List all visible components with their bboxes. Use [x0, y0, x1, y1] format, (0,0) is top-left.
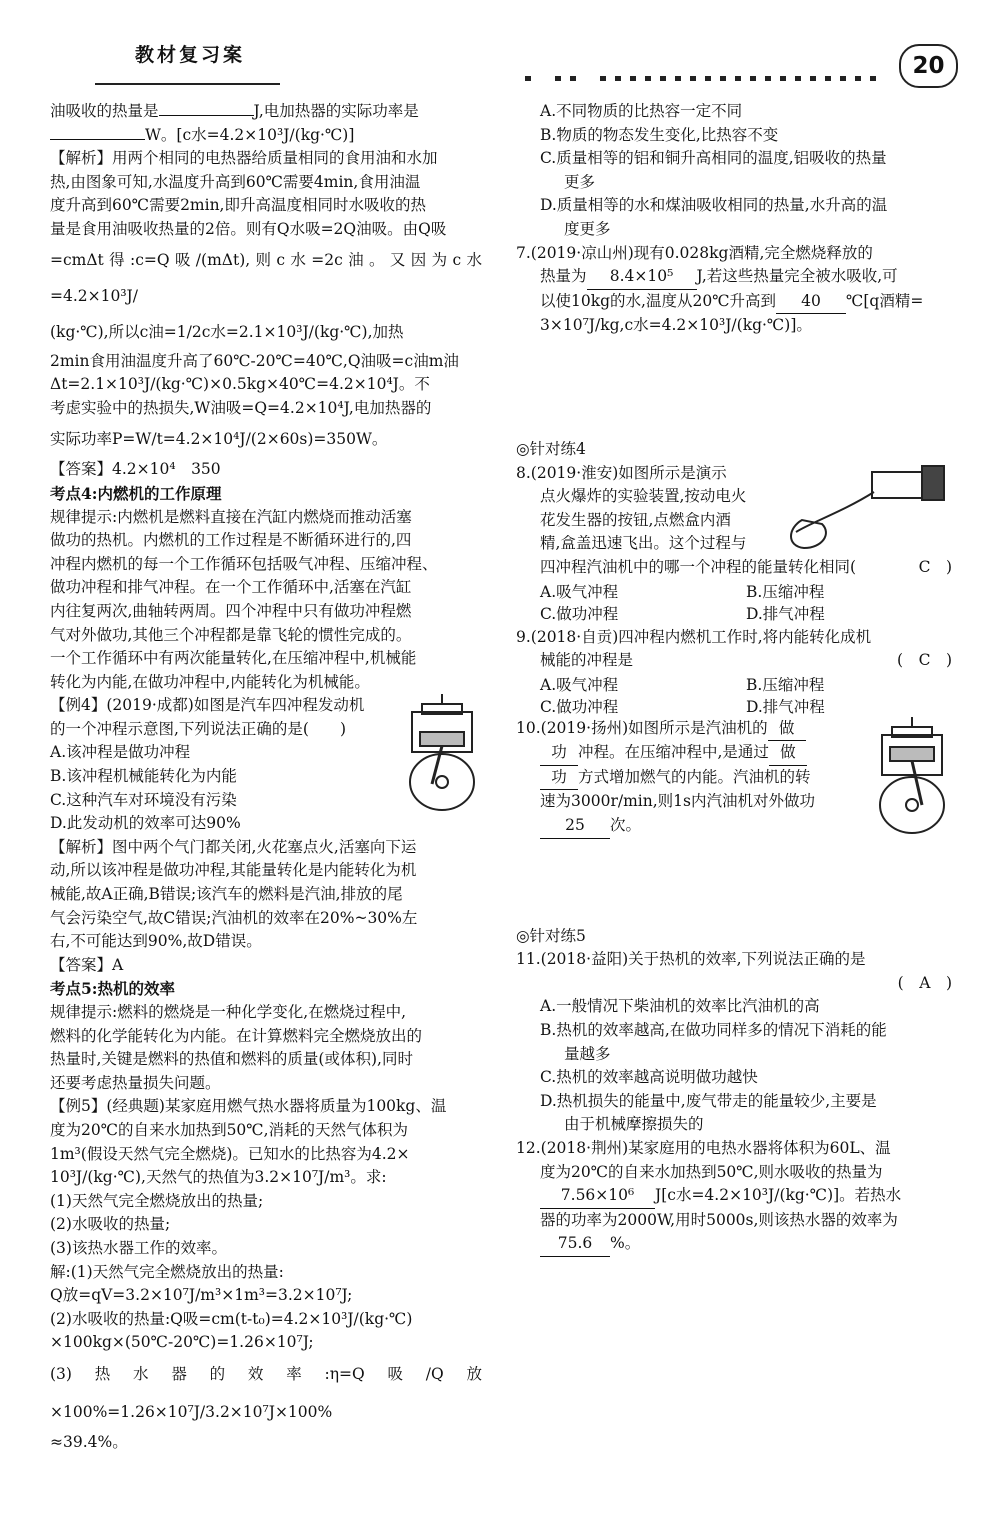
- q-tail-line1: 油吸收的热量是 J,电加热器的实际功率是: [50, 102, 419, 120]
- question-11: 11.(2018·益阳)关于热机的效率,下列说法正确的是 ( A ) A.一般情况下柴油机的效率比汽油机的高 B.热机的效率越高,在做功同样多的情况下消耗的能 量越多 C.热机的效率越高说明做功越快 D.热机损失的能量中,废气带走的能量较少,主要是 由于机械摩擦损失的: [516, 950, 952, 1134]
- question-8: 8.(2019·淮安)如图所示是演示 点火爆炸的实验装置,按动电火 花发生器的按钮,点燃盒内酒 精,盒盖迅速飞出。这个过程与 四冲程汽油机中的哪一个冲程的能量转化相同( C ) A.吸气冲程 B.压缩冲程 C.做功冲程 D.排气冲程: [516, 463, 952, 623]
- q10-answer-2b: 功: [540, 766, 578, 791]
- q7-answer-2: 40: [776, 290, 846, 315]
- guilv-5: 规律提示:燃料的燃烧是一种化学变化,在燃烧过程中, 燃料的化学能转化为内能。在计算燃料完全燃烧放出的 热量时,关键是燃料的热值和燃料的质量(或体积),同时 还要考虑热量损失问题。: [50, 1003, 423, 1092]
- header-rule: [95, 83, 280, 85]
- example-5: 【例5】(经典题)某家庭用燃气热水器将质量为100kg、温 度为20℃的自来水加热到50℃,消耗的天然气体积为 1m³(假设天然气完全燃烧)。已知水的比热容为4.2× 10³J/(kg·℃),天然气的热值为3.2×10⁷J/m³。求: (1)天然气完全燃烧放出的热量; (2)水吸收的热量; (3)该热水器工作的效率。: [50, 1097, 447, 1257]
- engine-figure: [402, 694, 482, 812]
- question-10: 10.(2019·扬州)如图所示是汽油机的 做 功 冲程。在压缩冲程中,是通过 做 功 方式增加燃气的内能。汽油机的转 速为3000r/min,则1s内汽油机对外做功 25 次。: [516, 717, 952, 839]
- ignition-device-figure: [782, 462, 952, 554]
- q9-answer: C: [918, 651, 931, 670]
- page-number: 20: [899, 44, 958, 88]
- q9-options: A.吸气冲程 B.压缩冲程: [540, 675, 825, 694]
- q8-answer: C: [918, 557, 931, 576]
- section-kaodian-5: 考点5:热机的效率: [50, 979, 176, 999]
- q10-answer-3: 25: [540, 814, 610, 839]
- right-column: [516, 100, 952, 1257]
- question-12: 12.(2018·荆州)某家庭用的电热水器将体积为60L、温 度为20℃的自来水加热到50℃,则水吸收的热量为 7.56×10⁶ J[c水=4.2×10³J/(kg·℃)]。若热水 器的功率为2000W,用时5000s,则该热水器的效率为 75.6 %。: [516, 1137, 952, 1257]
- question-7: 7.(2019·凉山州)现有0.028kg酒精,完全燃烧释放的 热量为 8.4×10⁵ J,若这些热量完全被水吸收,可 以使10kg的水,温度从20℃升高到 40 ℃[q酒精= 3×10⁷J/kg,c水=4.2×10³J/(kg·℃)]。: [516, 243, 924, 335]
- solution-5: 解:(1)天然气完全燃烧放出的热量: Q放=qV=3.2×10⁷J/m³×1m³=3.2×10⁷J; (2)水吸收的热量:Q吸=cm(t-t₀)=4.2×10³J/(kg·℃) ×100kg×(50℃-20℃)=1.26×10⁷J; (3)热水器的效率:η=Q吸/Q放×100%=1.26×10⁷J/3.2×10⁷J×100% ≈39.4%。: [50, 1262, 482, 1451]
- guilv-4: 规律提示:内燃机是燃料直接在汽缸内燃烧而推动活塞 做功的热机。内燃机的工作过程是不断循环进行的,四 冲程内燃机的每一个工作循环包括吸气冲程、压缩冲程、 做功冲程和排气冲程。在一个工作循环中,活塞在汽缸 内往复两次,曲轴转两周。四个冲程中只有做功冲程燃 气对外做功,其他三个冲程都是靠飞轮的惯性完成的。 一个工作循环中有两次能量转化,在压缩冲程中,机械能 转化为内能,在做功冲程中,内能转化为机械能。: [50, 507, 438, 691]
- q12-answer-2: 75.6: [540, 1232, 610, 1257]
- question-9: 9.(2018·自贡)四冲程内燃机工作时,将内能转化成机 械能的冲程是 ( C ) A.吸气冲程 B.压缩冲程 C.做功冲程 D.排气冲程: [516, 627, 952, 716]
- q10-answer-1: 做: [768, 717, 806, 742]
- spacer-2: [516, 839, 952, 925]
- drill-4-title: ◎针对练4: [516, 439, 586, 458]
- q8-options: A.吸气冲程 B.压缩冲程: [540, 582, 825, 601]
- spacer: [516, 338, 952, 438]
- q-tail-line2: W。[c水=4.2×10³J/(kg·℃)]: [50, 124, 482, 148]
- section-kaodian-4: 考点4:内燃机的工作原理: [50, 483, 222, 503]
- header-title: 教材复习案: [135, 44, 246, 66]
- jiexi-1: 【解析】用两个相同的电热器给质量相同的食用油和水加 热,由图象可知,水温度升高到60℃需要4min,食用油温 度升高到60℃需要2min,即升高温度相同时水吸收的热 量是食用油吸收热量的2倍。则有Q水吸=2Q油吸。由Q吸 =cmΔt得:c=Q吸/(mΔt),则c水=2c油。又因为c水=4.2×10³J/ (kg·℃),所以c油=1/2c水=2.1×10³J/(kg·℃),加热 2min食用油温度升高了60℃-20℃=40℃,Q油吸=c油m油 Δt=2.1×10³J/(kg·℃)×0.5kg×40℃=4.2×10⁴J。不 考虑实验中的热损失,W油吸=Q=4.2×10⁴J,电加热器的 实际功率P=W/t=4.2×10⁴J/(2×60s)=350W。: [50, 149, 482, 449]
- example-4: 【例4】(2019·成都)如图是汽车四冲程发动机 的一个冲程示意图,下列说法正确的是( ) A.该冲程是做功冲程 B.该冲程机械能转化为内能 C.这种汽车对环境没有污染 D.此发动机的效率可达90%: [50, 694, 482, 836]
- answer-1: 【答案】4.2×10⁴ 350: [50, 460, 221, 479]
- answer-4: 【答案】A: [50, 955, 124, 974]
- jiexi-4: 【解析】图中两个气门都关闭,火花塞点火,活塞向下运 动,所以该冲程是做功冲程,其能量转化是内能转化为机 械能,故A正确,B错误;该汽车的燃料是汽油,排放的尾 气会污染空气,故C错误;汽油机的效率在20%~30%左 右,不可能达到90%,故D错误。: [50, 837, 418, 951]
- q12-answer-1: 7.56×10⁶: [540, 1184, 655, 1209]
- q11-answer: A: [919, 973, 931, 992]
- q7-answer-1: 8.4×10⁵: [587, 265, 697, 290]
- q6-options: A.不同物质的比热容一定不同 B.物质的物态发生变化,比热容不变 C.质量相等的铝和铜升高相同的温度,铝吸收的热量 更多 D.质量相等的水和煤油吸收相同的热量,水升高的温 度更多: [540, 102, 888, 238]
- gasoline-engine-figure: [872, 717, 952, 835]
- left-column: [50, 100, 482, 1455]
- header-dots: [525, 72, 895, 84]
- q10-answer-1b: 功: [540, 741, 578, 766]
- drill-5-title: ◎针对练5: [516, 926, 586, 945]
- q10-answer-2: 做: [769, 741, 807, 766]
